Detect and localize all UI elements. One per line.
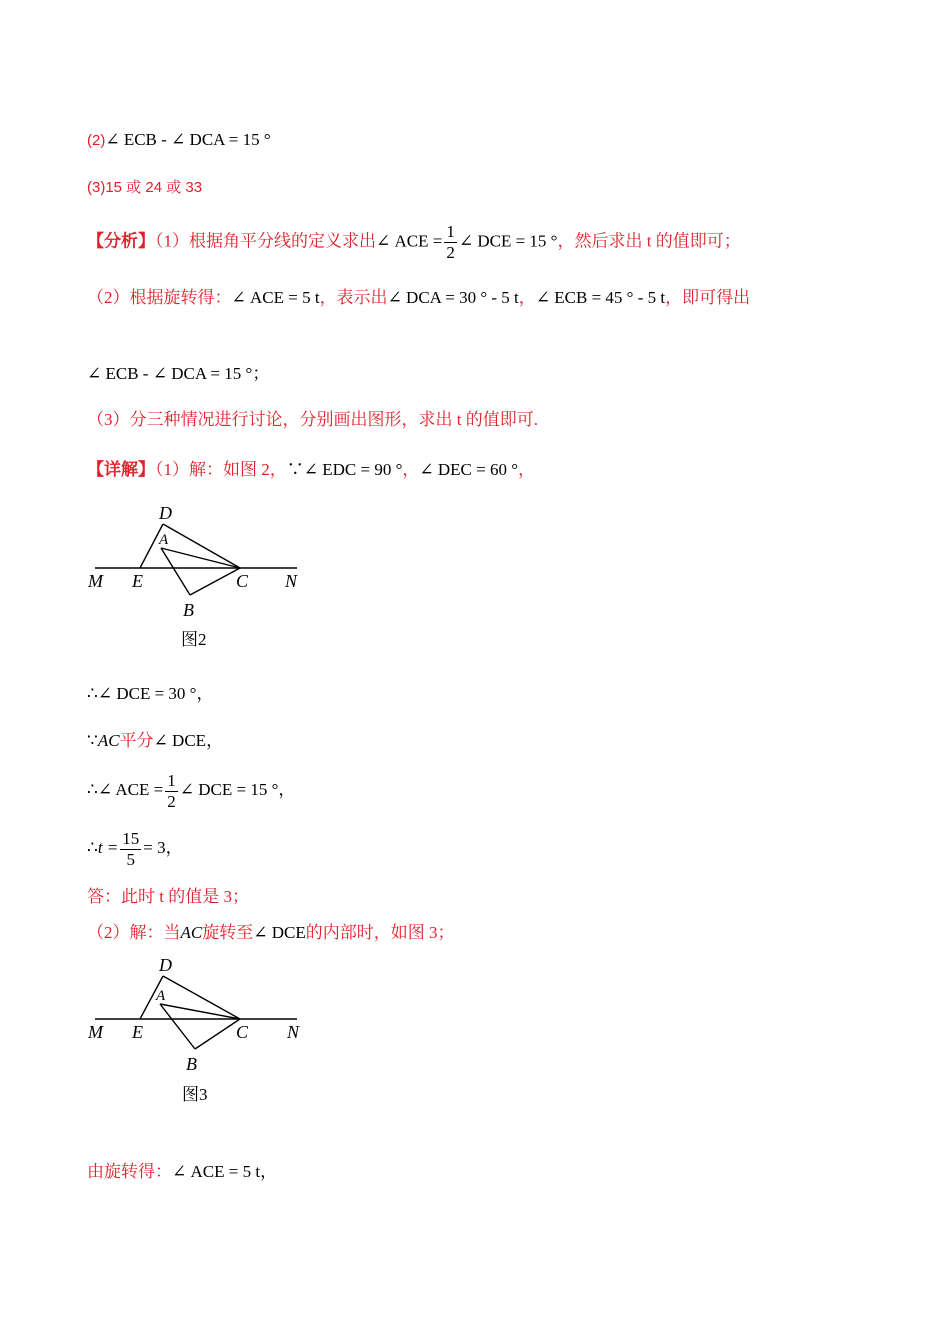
step-3-right: ∠ DCE = 15 ° [179, 780, 279, 799]
figure-3 [85, 952, 315, 1115]
detail-2-prefix: （2）解：当 [87, 923, 181, 942]
label-a: A [159, 532, 169, 548]
step-therefore-1 [87, 682, 213, 706]
step-2-end: ， [206, 731, 224, 750]
step-1-end: ， [196, 684, 214, 703]
analysis-1-expr-left: ∠ ACE = [376, 231, 443, 251]
step-because-2 [87, 729, 223, 753]
analysis-tag: 【分析】 [87, 231, 155, 251]
fraction-numerator: 1 [446, 222, 455, 241]
step-4-end: ， [165, 838, 183, 857]
analysis-1-expr-right: ∠ DCE = 15 ° [458, 231, 558, 251]
segment-dc [163, 976, 240, 1019]
step-1-expr: ∠ DCE = 30 ° [97, 684, 197, 703]
analysis-step-2 [87, 286, 750, 310]
step-2-ac: AC [97, 731, 120, 750]
rotation-expr: ∠ ACE = 5 t [172, 1162, 261, 1181]
analysis-2-result-end: ； [252, 364, 270, 383]
analysis-step-1 [87, 222, 741, 263]
step-2-text: 平分 [119, 731, 154, 750]
label-d: D [159, 503, 172, 523]
label-a: A [156, 988, 166, 1004]
detail-1-expr-1: ∠ EDC = 90 ° [303, 460, 403, 479]
answer-line: 答：此时 t 的值是 3； [87, 887, 249, 906]
analysis-step-3: （3）分三种情况进行讨论，分别画出图形，求出 t 的值即可. [87, 410, 538, 429]
segment-bc [190, 568, 240, 595]
step-therefore-3 [87, 770, 295, 812]
fraction-denominator: 5 [126, 849, 136, 869]
analysis-2-expr-3: ∠ ECB = 45 ° - 5 t [535, 288, 666, 307]
therefore-symbol: ∴ [87, 838, 98, 857]
segment-ab [160, 1004, 195, 1049]
segment-dc [163, 524, 240, 568]
because-symbol: ∵ [87, 731, 98, 750]
label-n: N [285, 571, 298, 591]
segment-ac [161, 548, 240, 568]
analysis-2-result: ∠ ECB - ∠ DCA = 15 ° [87, 364, 253, 383]
figure-2 [85, 500, 315, 660]
fraction-denominator: 2 [167, 791, 176, 811]
detail-1-sep: ， [402, 460, 420, 479]
rotation-line [87, 1160, 277, 1184]
step-3-left: ∠ ACE = [97, 780, 164, 799]
detail-2-ac: AC [180, 923, 203, 942]
answer-3: (3)15 或 24 或 33 [87, 179, 203, 196]
step-2-expr: ∠ DCE [153, 731, 207, 750]
detail-2-expr: ∠ DCE [253, 923, 306, 942]
label-n: N [287, 1022, 300, 1042]
step-3-end: ， [278, 780, 296, 799]
label-b: B [186, 1054, 197, 1074]
figure-2-caption: 图2 [181, 630, 207, 649]
detail-1-end: ， [518, 460, 536, 479]
figure-2-diagram [85, 500, 315, 655]
therefore-symbol: ∴ [87, 780, 98, 799]
detail-1-expr-2: ∠ DEC = 60 ° [419, 460, 519, 479]
therefore-symbol: ∴ [87, 684, 98, 703]
step-therefore-4 [87, 828, 183, 870]
figure-3-caption: 图3 [182, 1085, 208, 1104]
fraction-denominator: 2 [446, 243, 455, 262]
label-d: D [159, 955, 172, 975]
label-m: M [88, 1022, 103, 1042]
detail-1-prefix: （1）解：如图 2， [155, 460, 287, 479]
label-e: E [132, 1022, 143, 1042]
fraction-numerator: 15 [122, 828, 140, 848]
analysis-2-prefix: （2）根据旋转得： [87, 288, 232, 307]
analysis-2-expr-1: ∠ ACE = 5 t [231, 288, 320, 307]
step-3-fraction [165, 771, 178, 812]
step-4-right: = 3 [143, 838, 166, 857]
analysis-1-fraction [444, 222, 457, 263]
analysis-1-prefix: （1）根据角平分线的定义求出 [155, 231, 376, 251]
step-4-fraction [120, 829, 141, 870]
because-symbol: ∵ [286, 460, 304, 479]
answer-2 [87, 128, 271, 153]
answer-2-label: (2) [87, 132, 106, 149]
analysis-2-mid: ，表示出 [319, 288, 388, 307]
detail-tag: 【详解】 [87, 460, 155, 479]
detail-2-suffix: 的内部时，如图 3； [305, 923, 455, 942]
fraction-numerator: 1 [167, 770, 176, 790]
analysis-step-2-result [87, 362, 269, 386]
step-4-t: t = [97, 838, 119, 857]
detail-step-1 [87, 458, 535, 482]
answer-2-expression: ∠ ECB - ∠ DCA = 15 ° [105, 130, 271, 149]
label-m: M [88, 571, 103, 591]
analysis-1-suffix: ，然后求出 t 的值即可； [557, 231, 741, 251]
label-e: E [132, 571, 143, 591]
analysis-2-expr-2: ∠ DCA = 30 ° - 5 t [387, 288, 519, 307]
rotation-prefix: 由旋转得： [87, 1162, 172, 1181]
label-b: B [183, 600, 194, 620]
detail-step-2 [87, 921, 454, 945]
analysis-2-sep: ， [518, 288, 536, 307]
figure-3-diagram [85, 952, 315, 1110]
analysis-2-suffix: ，即可得出 [665, 288, 751, 307]
label-c: C [236, 1022, 249, 1042]
label-c: C [236, 571, 249, 591]
rotation-end: ， [260, 1162, 278, 1181]
detail-2-mid: 旋转至 [202, 923, 254, 942]
segment-bc [195, 1019, 240, 1049]
segment-ab [161, 548, 190, 595]
